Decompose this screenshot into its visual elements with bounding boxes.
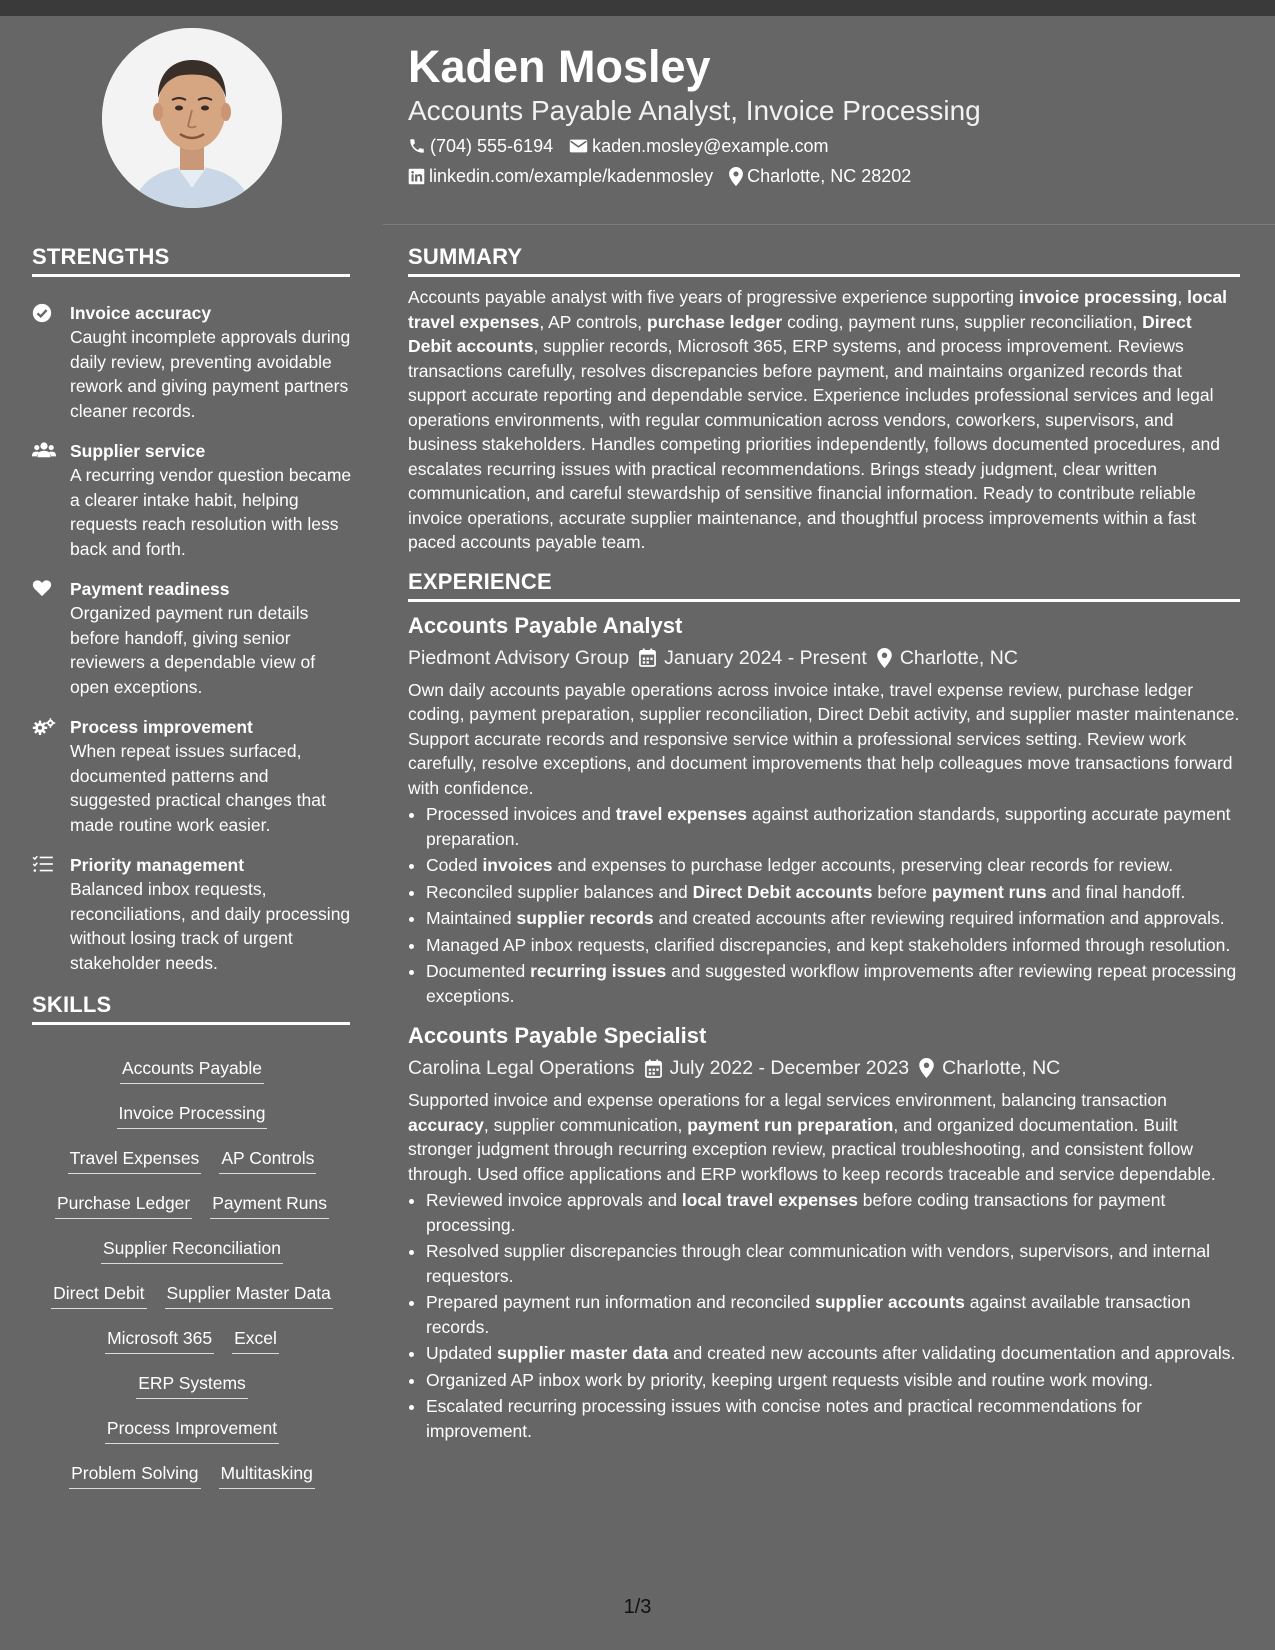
skill-row	[32, 1146, 352, 1191]
gears-icon	[32, 717, 56, 737]
linkedin-icon	[408, 168, 425, 185]
experience-title: EXPERIENCE	[408, 569, 1240, 602]
bullet-item	[426, 959, 1240, 1008]
skill-tag: Microsoft 365	[105, 1326, 214, 1354]
text-segment: Reviewed invoice approvals and	[426, 1190, 682, 1210]
bold-keyword: payment runs	[931, 881, 1047, 902]
strength-item	[32, 439, 352, 561]
task-list-icon	[32, 855, 56, 875]
skill-row	[32, 1371, 352, 1416]
bold-keyword: local travel expenses	[408, 287, 1228, 332]
job-description	[408, 678, 1240, 801]
resume-header	[408, 42, 1248, 188]
experience-entry	[408, 1022, 1240, 1443]
text-segment: and created new accounts after validating documentation and approvals.	[668, 1343, 1236, 1363]
page-number: 1/3	[623, 1596, 652, 1618]
skill-row	[32, 1326, 352, 1371]
job-bullets	[408, 1188, 1240, 1443]
skill-row	[32, 1056, 352, 1101]
skill-row	[32, 1101, 352, 1146]
email-contact[interactable]	[569, 134, 828, 158]
bullet-item	[426, 906, 1240, 931]
text-segment: against available transaction records.	[426, 1292, 1191, 1337]
summary-text	[408, 285, 1240, 555]
text-segment: Managed AP inbox requests, clarified discrepancies, and kept stakeholders informed through resolution.	[426, 934, 1231, 955]
text-segment: Coded	[426, 855, 483, 875]
contact-row-1	[408, 134, 1248, 158]
text-segment: Accounts payable analyst with five years of progressive experience supporting	[408, 287, 1019, 307]
job-meta	[408, 644, 1240, 672]
skills-title: SKILLS	[32, 992, 350, 1025]
text-segment: and suggested workflow improvements after reviewing repeat processing exceptions.	[426, 961, 1237, 1006]
bold-keyword: Direct Debit accounts	[692, 881, 873, 902]
strength-description: Caught incomplete approvals during daily review, preventing avoidable rework and giving payment partners cleaner records.	[70, 327, 351, 421]
skill-tag: Supplier Reconciliation	[101, 1236, 283, 1264]
strength-item	[32, 301, 352, 423]
strength-description: When repeat issues surfaced, documented patterns and suggested practical changes that made routine work easier.	[70, 741, 326, 835]
job-location	[919, 1054, 1060, 1082]
dates-text: July 2022 - December 2023	[669, 1057, 910, 1079]
skill-tag: Travel Expenses	[68, 1146, 202, 1174]
skill-tag: Excel	[232, 1326, 279, 1354]
text-segment: Supported invoice and expense operations for a legal services environment, balancing transaction	[408, 1090, 1167, 1110]
strength-item	[32, 715, 352, 837]
bold-keyword: purchase ledger	[647, 311, 783, 332]
bold-keyword: supplier accounts	[815, 1292, 965, 1312]
bold-keyword: supplier master data	[497, 1343, 669, 1363]
text-segment: Own daily accounts payable operations across invoice intake, travel expense review, purchase ledger coding, payment preparation, supplier reconciliation, Direct Debit activity, and supplier master maintenance. Support accurate records and responsive service within a professional services setting. Review work carefully, resolve exceptions, and document improvements that help colleagues move transactions forward with confidence.	[408, 679, 1240, 798]
skill-row	[32, 1281, 352, 1326]
bullet-item	[426, 880, 1240, 905]
phone-icon	[408, 137, 426, 155]
map-pin-icon	[877, 648, 892, 668]
text-segment: coding, payment runs, supplier reconciliation,	[782, 311, 1143, 332]
location-contact	[729, 164, 911, 188]
bullet-item	[426, 933, 1240, 958]
email-text: kaden.mosley@example.com	[592, 136, 829, 156]
top-bar	[0, 0, 1275, 16]
bullet-item	[426, 802, 1240, 851]
strength-title: Invoice accuracy	[70, 303, 212, 323]
text-segment: , and organized documentation. Built stronger judgment through recurring exception review, practical troubleshooting, and consistent follow through. Used office applications and ERP workflows to keep records traceable and service dependable.	[408, 1114, 1216, 1184]
text-segment: Reconciled supplier balances and	[426, 881, 693, 902]
email-icon	[569, 138, 588, 154]
job-dates	[645, 1054, 910, 1082]
skill-tag: Accounts Payable	[120, 1056, 264, 1084]
location-text: Charlotte, NC 28202	[747, 166, 912, 186]
strength-item	[32, 577, 352, 699]
strength-title: Supplier service	[70, 441, 206, 461]
text-segment: and final handoff.	[1046, 881, 1186, 902]
text-segment: , supplier records, Microsoft 365, ERP systems, and process improvement. Reviews transactions carefully, resolves discrepancies before payment, and maintains organized records that support accurate reporting and dependable service. Experience includes professional services and legal operations environments, with regular communication across vendors, coworkers, supervisors, and business stakeholders. Handles competing priorities independently, follows documented procedures, and escalates recurring issues with practical recommendations. Brings steady judgment, clear written communication, and careful stewardship of sensitive financial information. Ready to contribute reliable invoice operations, accurate supplier maintenance, and thoughtful process improvements within a fast paced accounts payable team.	[408, 336, 1220, 552]
text-segment: before coding transactions for payment processing.	[426, 1190, 1166, 1235]
skills-list	[32, 1056, 352, 1506]
bullet-item	[426, 853, 1240, 878]
strength-description: Organized payment run details before handoff, giving senior reviewers a dependable view of open exceptions.	[70, 603, 316, 697]
skill-tag: Multitasking	[219, 1461, 315, 1489]
strengths-title: STRENGTHS	[32, 244, 350, 277]
header-divider	[383, 224, 1275, 225]
job-dates	[639, 644, 867, 672]
bold-keyword: invoice processing	[1018, 287, 1178, 307]
strength-title: Priority management	[70, 855, 245, 875]
skill-row	[32, 1416, 352, 1461]
strength-description: Balanced inbox requests, reconciliations, and daily processing without losing track of urgent stakeholder needs.	[70, 879, 351, 973]
candidate-title: Accounts Payable Analyst, Invoice Processing	[408, 95, 981, 126]
job-meta	[408, 1054, 1240, 1082]
strength-description: A recurring vendor question became a clearer intake habit, helping requests reach resolution with less back and forth.	[70, 465, 352, 559]
text-segment: , supplier communication,	[483, 1114, 688, 1135]
heart-icon	[32, 579, 56, 599]
linkedin-text: linkedin.com/example/kadenmosley	[429, 166, 714, 186]
bullet-item	[426, 1188, 1240, 1237]
skill-tag: Purchase Ledger	[55, 1191, 192, 1219]
skill-row	[32, 1236, 352, 1281]
phone-contact[interactable]	[408, 134, 553, 158]
bullet-item	[426, 1290, 1240, 1339]
skill-tag: Problem Solving	[69, 1461, 200, 1489]
job-description	[408, 1088, 1240, 1186]
company-name: Carolina Legal Operations	[408, 1057, 635, 1079]
experience-list	[408, 612, 1240, 1444]
text-segment: and expenses to purchase ledger accounts, preserving clear records for review.	[552, 855, 1174, 875]
users-icon	[32, 441, 56, 461]
calendar-icon	[639, 648, 656, 667]
job-bullets	[408, 802, 1240, 1008]
location-text: Charlotte, NC	[899, 646, 1018, 669]
text-segment: ,	[1177, 287, 1188, 307]
strength-title: Payment readiness	[70, 579, 230, 599]
bold-keyword: invoices	[482, 855, 553, 875]
text-segment: Escalated recurring processing issues with concise notes and practical recommendations for improvement.	[426, 1396, 1142, 1441]
location-text: Charlotte, NC	[942, 1057, 1061, 1079]
strength-title: Process improvement	[70, 717, 253, 737]
skill-tag: Payment Runs	[210, 1191, 329, 1219]
phone-text: (704) 555-6194	[430, 136, 554, 156]
skill-tag: Direct Debit	[51, 1281, 146, 1309]
main-content	[408, 244, 1240, 1445]
strength-item	[32, 853, 352, 975]
bold-keyword: travel expenses	[615, 804, 748, 824]
text-segment: , AP controls,	[539, 311, 647, 332]
text-segment: Prepared payment run information and reconciled	[426, 1292, 816, 1312]
skill-tag: AP Controls	[219, 1146, 316, 1174]
map-pin-icon	[919, 1058, 934, 1078]
resume-page	[0, 16, 1275, 1650]
skill-tag: Supplier Master Data	[165, 1281, 333, 1309]
bold-keyword: recurring issues	[530, 961, 667, 981]
bullet-item	[426, 1341, 1240, 1366]
linkedin-contact[interactable]	[408, 164, 713, 188]
job-location	[877, 644, 1018, 672]
text-segment: Processed invoices and	[426, 804, 616, 824]
company-name: Piedmont Advisory Group	[408, 646, 630, 669]
summary-title: SUMMARY	[408, 244, 1240, 277]
candidate-name: Kaden Mosley	[408, 41, 711, 92]
map-pin-icon	[729, 167, 743, 186]
bullet-item	[426, 1239, 1240, 1288]
text-segment: Resolved supplier discrepancies through clear communication with vendors, supervisors, and internal requestors.	[426, 1241, 1211, 1286]
contact-row-2	[408, 164, 1248, 188]
bullet-item	[426, 1394, 1240, 1443]
skill-row	[32, 1461, 352, 1506]
strengths-list	[32, 301, 352, 991]
experience-entry	[408, 612, 1240, 1009]
skill-row	[32, 1191, 352, 1236]
text-segment: Organized AP inbox work by priority, keeping urgent requests visible and routine work moving.	[426, 1369, 1153, 1390]
text-segment: against authorization standards, supporting accurate payment preparation.	[426, 804, 1231, 849]
dates-text: January 2024 - Present	[664, 646, 867, 669]
text-segment: Updated	[426, 1343, 498, 1363]
job-role: Accounts Payable Analyst	[408, 612, 683, 638]
skill-tag: Process Improvement	[105, 1416, 279, 1444]
text-segment: before	[872, 881, 932, 902]
bold-keyword: accuracy	[408, 1114, 484, 1135]
bold-keyword: Direct Debit accounts	[408, 311, 1192, 356]
skill-tag: ERP Systems	[136, 1371, 248, 1399]
bold-keyword: local travel expenses	[681, 1190, 858, 1210]
check-circle-icon	[32, 303, 56, 323]
bold-keyword: supplier records	[516, 908, 654, 928]
text-segment: Documented	[426, 961, 531, 981]
calendar-icon	[645, 1059, 662, 1078]
bold-keyword: payment run preparation	[687, 1114, 894, 1135]
profile-photo	[102, 28, 282, 208]
text-segment: and created accounts after reviewing required information and approvals.	[653, 908, 1225, 928]
job-role: Accounts Payable Specialist	[408, 1023, 707, 1048]
bullet-item	[426, 1368, 1240, 1393]
skill-tag: Invoice Processing	[117, 1101, 268, 1129]
text-segment: Maintained	[426, 908, 517, 928]
